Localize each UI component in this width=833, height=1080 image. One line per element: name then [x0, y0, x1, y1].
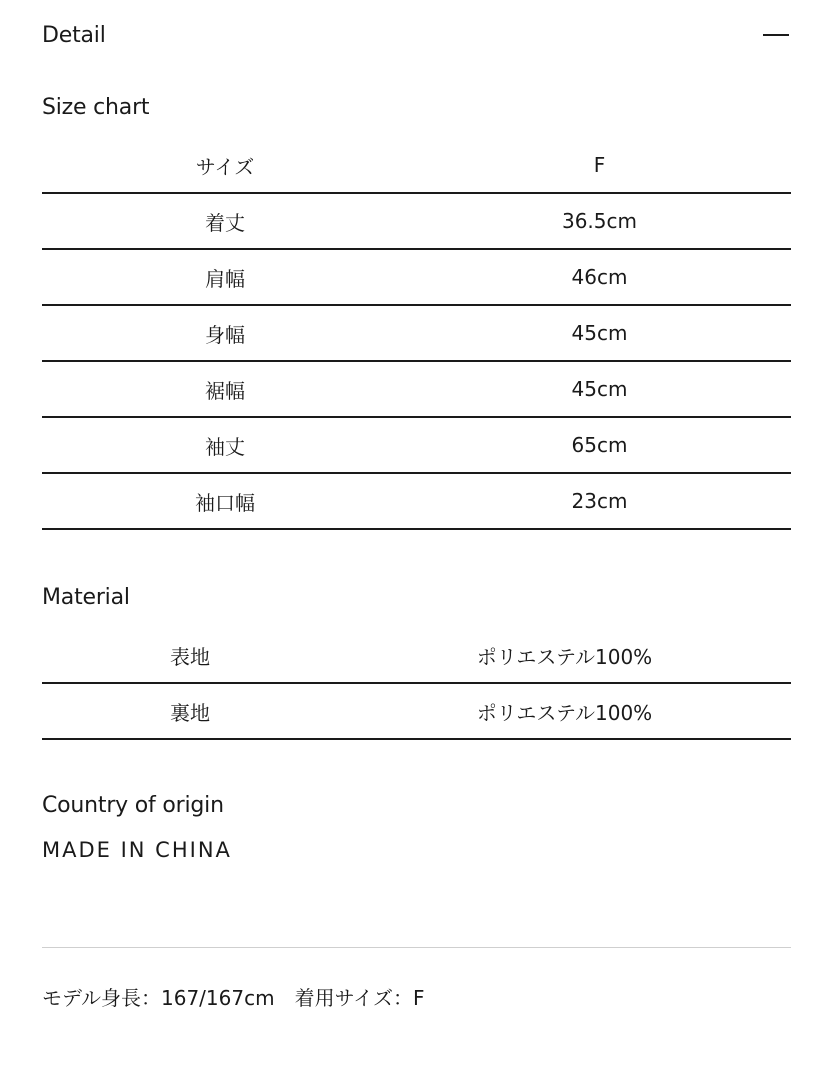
- minus-icon[interactable]: [763, 25, 789, 45]
- size-row-value: 23cm: [571, 489, 628, 513]
- size-row-label: 肩幅: [205, 266, 245, 291]
- table-row: [42, 474, 791, 530]
- size-row-label: 身幅: [205, 322, 245, 347]
- table-row: [42, 250, 791, 306]
- divider: [42, 947, 791, 948]
- material-row-value: ポリエステル100%: [476, 644, 653, 669]
- material-row-label: 裏地: [170, 700, 210, 725]
- table-row: [42, 306, 791, 362]
- origin-value: MADE IN CHINA: [42, 838, 232, 862]
- size-header-label: サイズ: [195, 154, 255, 179]
- size-row-value: 65cm: [571, 433, 628, 457]
- size-row-value: 36.5cm: [561, 209, 637, 233]
- material-title: Material: [42, 585, 130, 610]
- model-info: モデル身長：167/167cm 着用サイズ：F: [42, 986, 425, 1010]
- size-chart-table: [42, 138, 791, 530]
- size-row-label: 着丈: [205, 210, 245, 235]
- size-row-value: 46cm: [571, 265, 628, 289]
- size-chart-title: Size chart: [42, 95, 150, 120]
- size-header-value: F: [593, 153, 606, 177]
- size-row-label: 袖丈: [205, 434, 245, 459]
- detail-title: Detail: [42, 22, 106, 48]
- material-row-value: ポリエステル100%: [476, 700, 653, 725]
- table-row: [42, 418, 791, 474]
- detail-accordion-header[interactable]: [42, 18, 791, 52]
- table-row: [42, 194, 791, 250]
- material-row-label: 表地: [170, 644, 210, 669]
- size-row-label: 袖口幅: [195, 490, 255, 515]
- table-row: [42, 628, 791, 684]
- size-row-value: 45cm: [571, 377, 628, 401]
- table-row: [42, 362, 791, 418]
- size-row-value: 45cm: [571, 321, 628, 345]
- size-chart-header-row: [42, 138, 791, 194]
- size-row-label: 裾幅: [205, 378, 245, 403]
- material-table: [42, 628, 791, 740]
- origin-title: Country of origin: [42, 793, 224, 818]
- table-row: [42, 684, 791, 740]
